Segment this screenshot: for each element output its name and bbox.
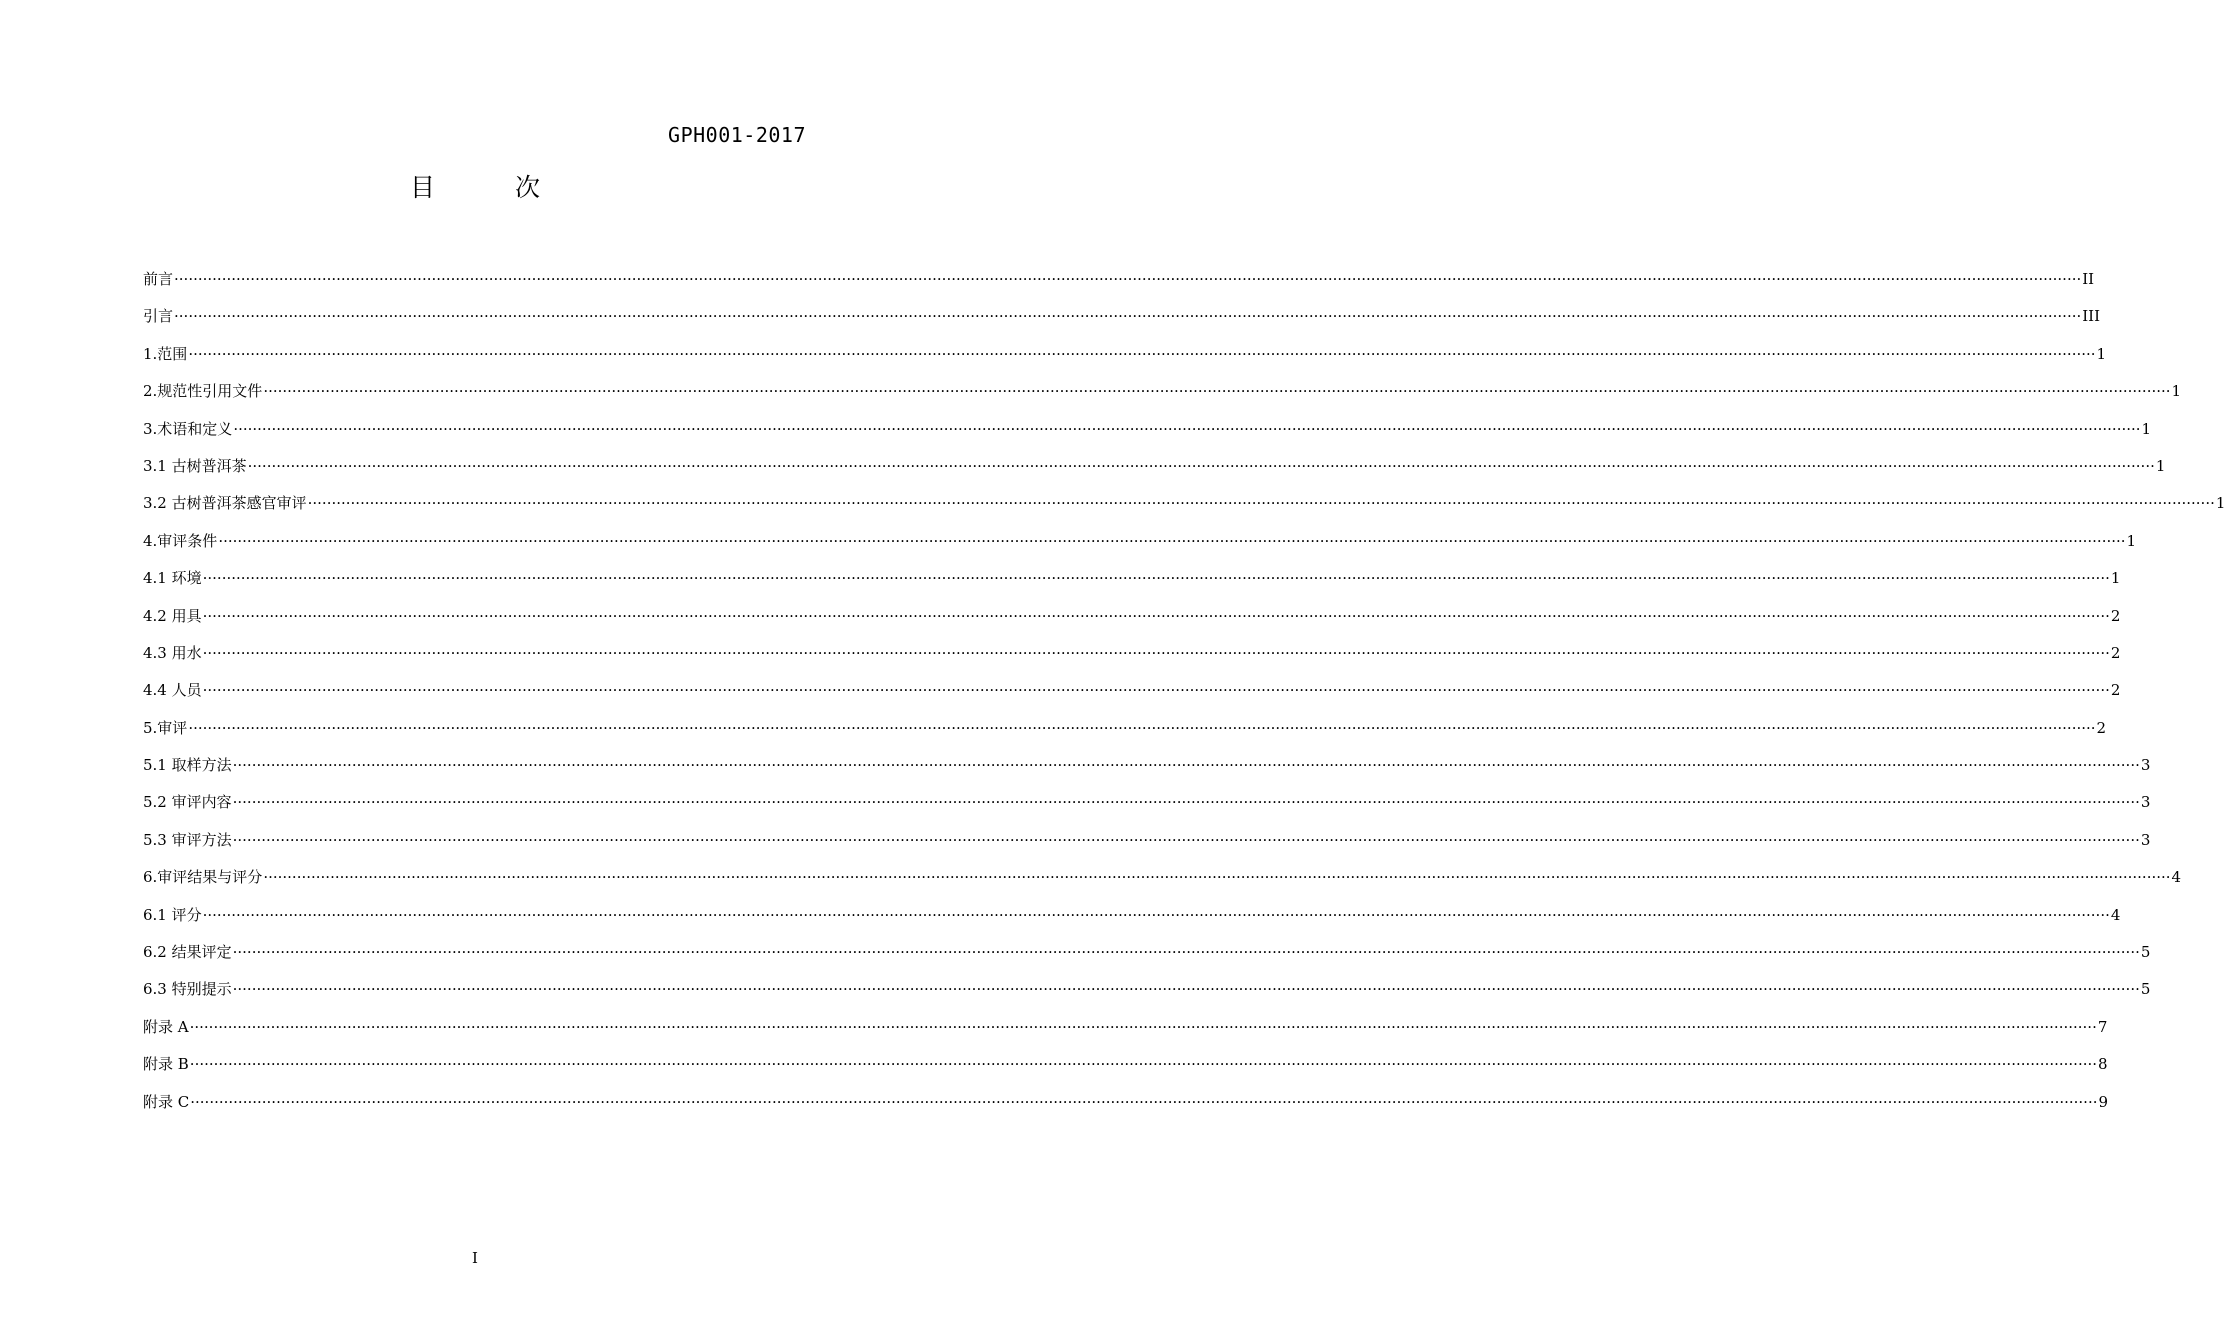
toc-entry-page: 3 <box>2140 793 2151 812</box>
toc-entry-label: 5.2 审评内容 <box>143 793 232 812</box>
toc-entry-page: II <box>2082 270 2095 288</box>
toc-entry-label: 引言 <box>143 307 174 326</box>
toc-leader-dots: ················································································································································································································································································································································································································ <box>233 419 2141 438</box>
toc-entry[interactable] <box>143 791 2151 828</box>
toc-entry-label: 4.3 用水 <box>143 643 202 662</box>
toc-entry-label: 3.1 古树普洱茶 <box>143 456 247 475</box>
toc-entry-label: 3.2 古树普洱茶感官审评 <box>143 494 307 513</box>
toc-leader-dots: ················································································································································································································································································································································································································ <box>307 494 2215 513</box>
toc-entry-label: 前言 <box>143 270 174 288</box>
toc-entry[interactable] <box>143 268 2095 305</box>
toc-entry[interactable] <box>143 642 2121 679</box>
toc-entry[interactable] <box>143 829 2151 866</box>
toc-entry-page: 3 <box>2140 756 2151 775</box>
toc-entry-label: 6.1 评分 <box>143 905 202 924</box>
toc-entry-label: 附录 A <box>143 1017 189 1036</box>
toc-entry[interactable] <box>143 904 2121 941</box>
toc-entry-page: 1 <box>2215 494 2226 513</box>
toc-leader-dots: ················································································································································································································································································································································································································ <box>202 681 2110 700</box>
toc-entry-page: 1 <box>2110 569 2121 588</box>
toc-entry-label: 4.2 用具 <box>143 606 202 625</box>
toc-leader-dots: ················································································································································································································································································································································································································ <box>232 980 2140 999</box>
toc-entry[interactable] <box>143 866 2182 903</box>
toc-entry-label: 3.术语和定义 <box>143 419 233 438</box>
toc-leader-dots: ················································································································································································································································································································································································································ <box>174 270 2082 288</box>
toc-entry[interactable] <box>143 754 2151 791</box>
document-code: GPH001-2017 <box>668 123 806 147</box>
toc-entry[interactable] <box>143 605 2121 642</box>
toc-list <box>143 268 2226 1128</box>
toc-entry-page: 1 <box>2096 344 2107 363</box>
toc-leader-dots: ················································································································································································································································································································································································································ <box>188 344 2096 363</box>
toc-entry-label: 6.3 特别提示 <box>143 980 232 999</box>
toc-entry[interactable] <box>143 1016 2108 1053</box>
toc-leader-dots: ················································································································································································································································································································································································································ <box>263 382 2171 401</box>
toc-title: 目 次 <box>410 173 576 202</box>
toc-leader-dots: ················································································································································································································································································································································································································ <box>190 1092 2098 1111</box>
toc-entry-page: III <box>2082 307 2101 326</box>
toc-entry-page: 9 <box>2098 1092 2109 1111</box>
toc-entry[interactable] <box>143 418 2152 455</box>
toc-leader-dots: ················································································································································································································································································································································································································ <box>232 830 2140 849</box>
toc-leader-dots: ················································································································································································································································································································································································································ <box>188 718 2096 737</box>
toc-leader-dots: ················································································································································································································································································································································································································ <box>232 943 2140 962</box>
toc-entry-label: 附录 C <box>143 1092 190 1111</box>
toc-leader-dots: ················································································································································································································································································································································································································ <box>202 905 2110 924</box>
toc-entry[interactable] <box>143 380 2182 417</box>
toc-leader-dots: ················································································································································································································································································································································································································ <box>189 1055 2098 1074</box>
toc-entry-label: 1.范围 <box>143 344 188 363</box>
toc-entry[interactable] <box>143 492 2226 529</box>
toc-entry[interactable] <box>143 530 2137 567</box>
toc-entry-page: 2 <box>2110 681 2121 700</box>
page-number: I <box>472 1249 478 1267</box>
toc-entry-page: 7 <box>2097 1017 2108 1036</box>
toc-entry-page: 2 <box>2110 643 2121 662</box>
toc-entry-label: 4.4 人员 <box>143 681 202 700</box>
toc-entry-label: 4.1 环境 <box>143 569 202 588</box>
toc-entry[interactable] <box>143 978 2151 1015</box>
toc-entry-label: 2.规范性引用文件 <box>143 382 263 401</box>
toc-entry-page: 1 <box>2141 419 2152 438</box>
toc-entry-label: 5.审评 <box>143 718 188 737</box>
toc-entry-page: 3 <box>2140 830 2151 849</box>
toc-leader-dots: ················································································································································································································································································································································································································ <box>202 606 2110 625</box>
toc-entry[interactable] <box>143 679 2121 716</box>
toc-entry[interactable] <box>143 305 2101 342</box>
toc-entry-page: 5 <box>2140 943 2151 962</box>
toc-leader-dots: ················································································································································································································································································································································································································ <box>232 756 2140 775</box>
toc-leader-dots: ················································································································································································································································································································································································································ <box>202 569 2110 588</box>
toc-entry-label: 5.3 审评方法 <box>143 830 232 849</box>
toc-entry-page: 4 <box>2110 905 2121 924</box>
toc-leader-dots: ················································································································································································································································································································································································································ <box>232 793 2140 812</box>
toc-entry-label: 6.2 结果评定 <box>143 943 232 962</box>
toc-entry-page: 4 <box>2171 868 2182 887</box>
toc-entry[interactable] <box>143 1091 2109 1128</box>
toc-leader-dots: ················································································································································································································································································································································································································ <box>202 643 2110 662</box>
toc-entry-page: 1 <box>2126 531 2137 550</box>
toc-entry[interactable] <box>143 567 2121 604</box>
toc-leader-dots: ················································································································································································································································································································································································································ <box>218 531 2126 550</box>
toc-entry-label: 4.审评条件 <box>143 531 218 550</box>
toc-entry-page: 1 <box>2155 456 2166 475</box>
toc-entry-label: 5.1 取样方法 <box>143 756 232 775</box>
toc-entry-label: 附录 B <box>143 1055 189 1074</box>
toc-entry[interactable] <box>143 1053 2108 1090</box>
toc-leader-dots: ················································································································································································································································································································································································································ <box>263 868 2171 887</box>
toc-leader-dots: ················································································································································································································································································································································································································ <box>189 1017 2097 1036</box>
toc-entry[interactable] <box>143 455 2166 492</box>
toc-entry-page: 5 <box>2140 980 2151 999</box>
toc-leader-dots: ················································································································································································································································································································································································································ <box>247 456 2155 475</box>
toc-entry[interactable] <box>143 343 2107 380</box>
toc-entry-page: 2 <box>2110 606 2121 625</box>
toc-entry-page: 8 <box>2098 1055 2108 1074</box>
toc-entry[interactable] <box>143 941 2151 978</box>
toc-entry[interactable] <box>143 717 2107 754</box>
toc-leader-dots: ················································································································································································································································································································································································································ <box>174 307 2082 326</box>
toc-entry-page: 2 <box>2096 718 2107 737</box>
toc-entry-page: 1 <box>2171 382 2182 401</box>
toc-entry-label: 6.审评结果与评分 <box>143 868 263 887</box>
